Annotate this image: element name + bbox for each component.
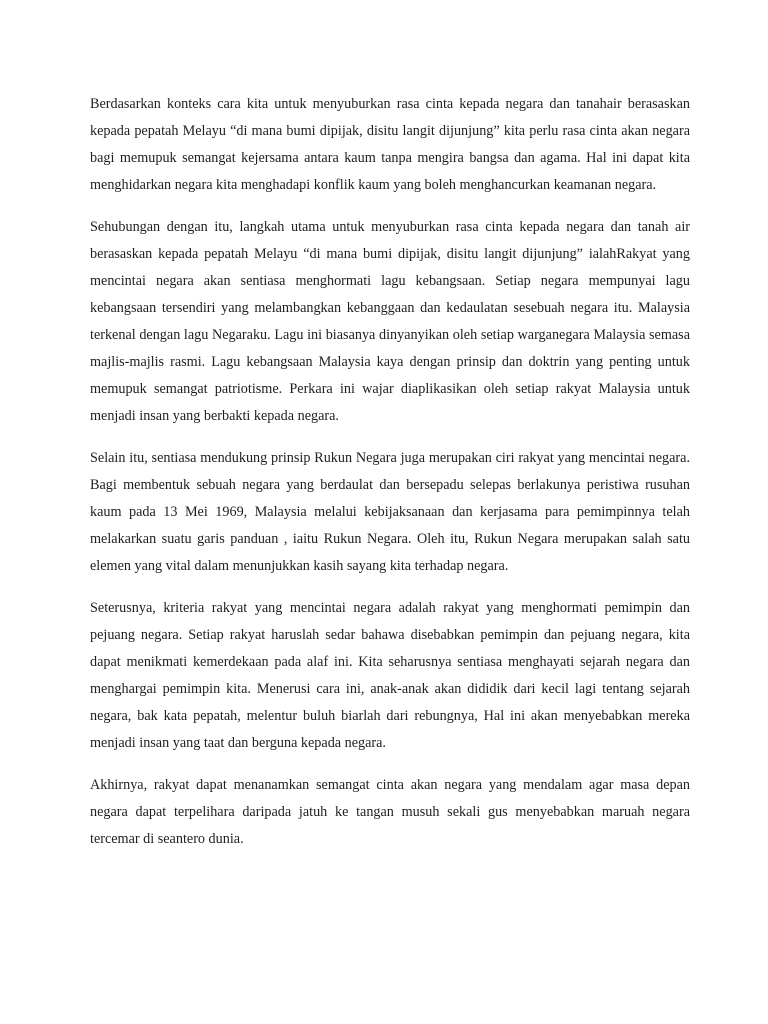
paragraph-intro: Berdasarkan konteks cara kita untuk menyuburkan rasa cinta kepada negara dan tanahair berasaskan kepada pepatah Melayu “di mana bumi dipijak, disitu langit dijunjung” kita perlu rasa cinta akan negara bagi memupuk semangat kejersama antara kaum tanpa mengira bangsa dan agama. Hal ini dapat kita menghidarkan negara kita menghadapi konflik kaum yang boleh menghancurkan keamanan negara. [90, 96, 690, 193]
paragraph-national-anthem: Sehubungan dengan itu, langkah utama untuk menyuburkan rasa cinta kepada negara dan tanah air berasaskan kepada pepatah Melayu “di mana bumi dipijak, disitu langit dijunjung” ialahRakyat yang mencintai negara akan sentiasa menghormati lagu kebangsaan. Setiap negara mempunyai lagu kebangsaan tersendiri yang melambangkan kebanggaan dan kedaulatan sesebuah negara itu. Malaysia terkenal dengan lagu Negaraku. Lagu ini biasanya dinyanyikan oleh setiap warganegara Malaysia semasa majlis-majlis rasmi. Lagu kebangsaan Malaysia kaya dengan prinsip dan doktrin yang penting untuk memupuk semangat patriotisme. Perkara ini wajar diaplikasikan oleh setiap rakyat Malaysia untuk menjadi insan yang berbakti kepada negara. [90, 219, 690, 424]
document-body [90, 91, 690, 868]
paragraph-rukun-negara: Selain itu, sentiasa mendukung prinsip Rukun Negara juga merupakan ciri rakyat yang mencintai negara. Bagi membentuk sebuah negara yang berdaulat dan bersepadu selepas berlakunya peristiwa rusuhan kaum pada 13 Mei 1969, Malaysia melalui kebijaksanaan dan kerjasama para pemimpinnya telah melakarkan suatu garis panduan , iaitu Rukun Negara. Oleh itu, Rukun Negara merupakan salah satu elemen yang vital dalam menunjukkan kasih sayang kita terhadap negara. [90, 450, 690, 574]
paragraph-conclusion: Akhirnya, rakyat dapat menanamkan semangat cinta akan negara yang mendalam agar masa depan negara dapat terpelihara daripada jatuh ke tangan musuh sekali gus menyebabkan maruah negara tercemar di seantero dunia. [90, 777, 690, 847]
paragraph-leaders: Seterusnya, kriteria rakyat yang mencintai negara adalah rakyat yang menghormati pemimpin dan pejuang negara. Setiap rakyat haruslah sedar bahawa disebabkan pemimpin dan pejuang negara, kita dapat menikmati kemerdekaan pada alaf ini. Kita seharusnya sentiasa menghayati sejarah negara dan menghargai pemimpin kita. Menerusi cara ini, anak-anak akan dididik dari kecil lagi tentang sejarah negara, bak kata pepatah, melentur buluh biarlah dari rebungnya, Hal ini akan menyebabkan mereka menjadi insan yang taat dan berguna kepada negara. [90, 600, 690, 751]
